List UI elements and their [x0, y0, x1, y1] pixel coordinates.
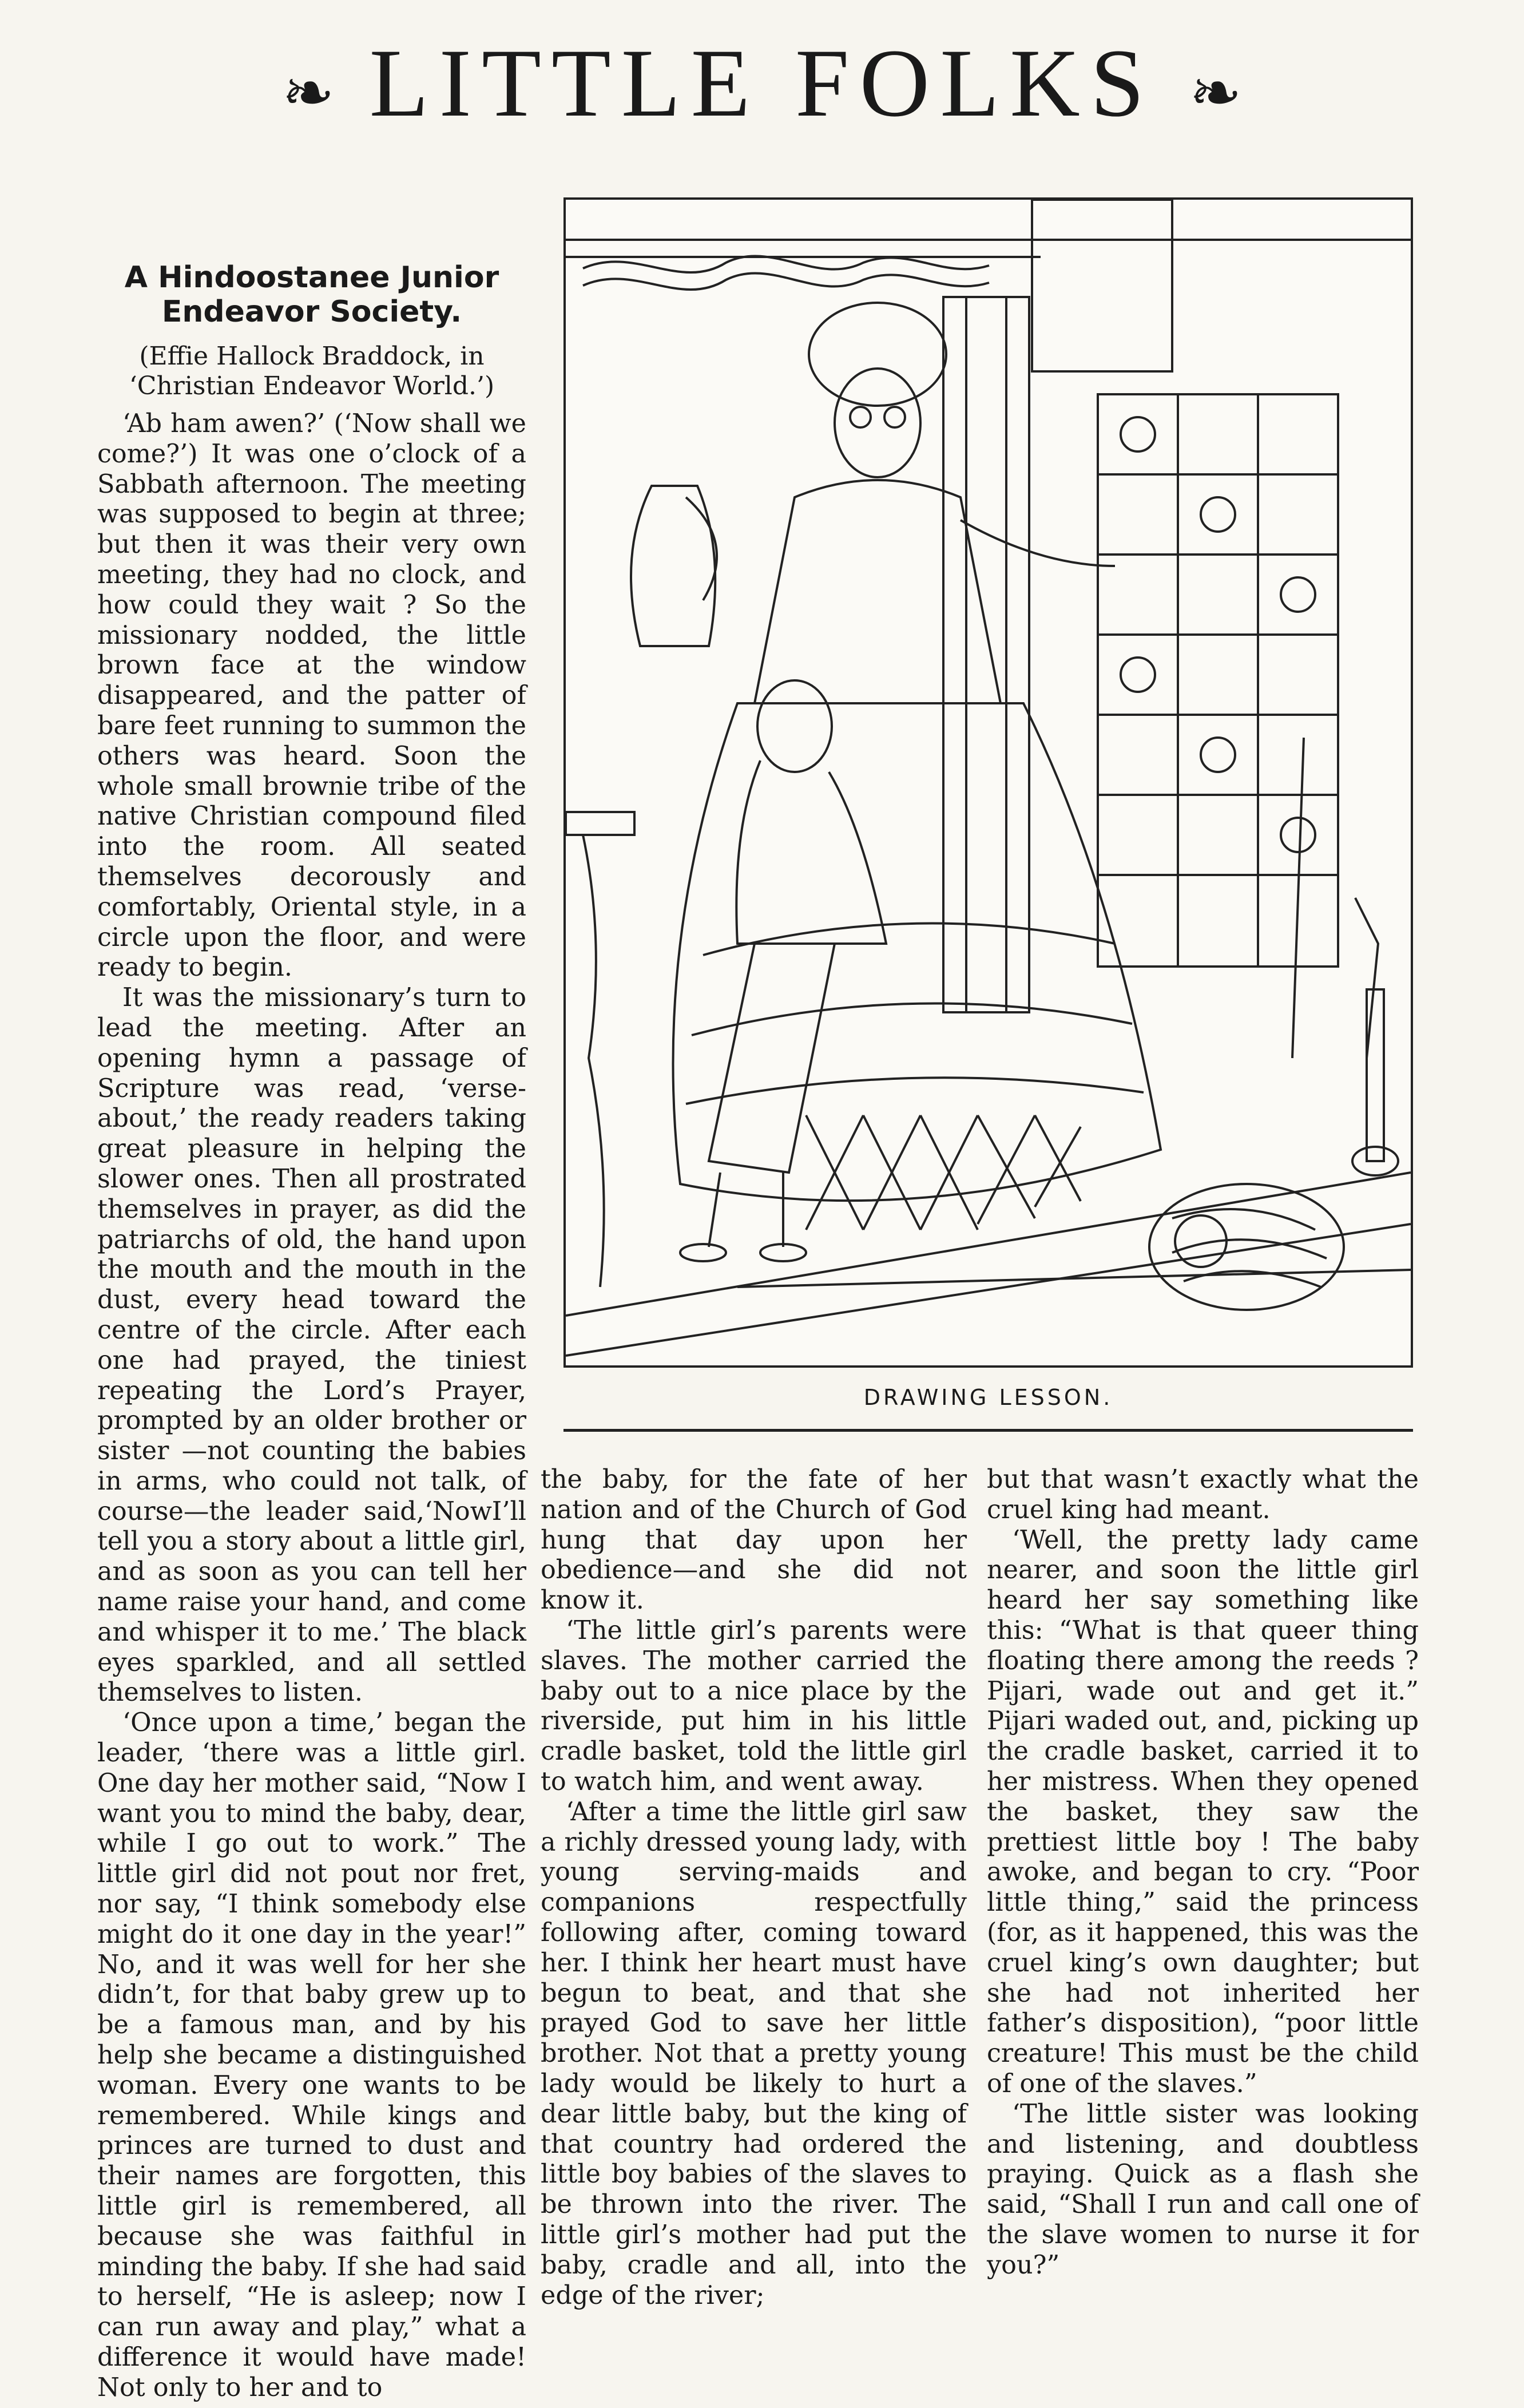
right-ornament-icon: ❧ [1189, 58, 1243, 128]
illustration-drawing-lesson [563, 197, 1413, 1368]
left-ornament-icon: ❧ [281, 58, 335, 128]
paragraph: ‘After a time the little girl saw a richly dressed young lady, with young serving-maids and companions respectfully following after, coming toward her. I think her heart must have begun to beat, and that she prayed God to save her little brother. Not that a pretty young lady would be likely to hurt a dear little baby, but the king of that country had ordered the little boy babies of the slaves to be thrown into the river. The little girl’s mother had put the baby, cradle and all, into the edge of the river; [541, 1797, 967, 2310]
engraving-image [566, 200, 1411, 1365]
column-3 [987, 1465, 1419, 2281]
column-1 [97, 260, 526, 2403]
column-2 [541, 1465, 967, 2311]
masthead [0, 29, 1524, 142]
paragraph: It was the missionary’s turn to lead the meeting. After an opening hymn a passage of Scripture was read, ‘verse-about,’ the ready readers taking great pleasure in helping the slower ones. Then all prostrated themselves in prayer, as did the patriarchs of old, the hand upon the mouth and the mouth in the dust, every head toward the centre of the circle. After each one had prayed, the tiniest repeating the Lord’s Prayer, prompted by an older brother or sister —not counting the babies in arms, who could not talk, of course—the leader said,‘NowI’ll tell you a story about a little girl, and as soon as you can tell her name raise your hand, and come and whisper it to me.’ The black eyes sparkled, and all settled themselves to listen. [97, 983, 526, 1708]
illustration-caption: DRAWING LESSON. [863, 1385, 1113, 1410]
paragraph: ‘The little girl’s parents were slaves. The mother carried the baby out to a nice place by the riverside, put him in his little cradle basket, told the little girl to watch him, and went away. [541, 1615, 967, 1796]
paragraph: ‘The little sister was looking and listening, and doubtless praying. Quick as a flash she said, “Shall I run and call one of the slave women to nurse it for you?” [987, 2099, 1419, 2280]
masthead-title: LITTLE FOLKS [369, 29, 1155, 137]
divider-rule [563, 1429, 1413, 1432]
paragraph: ‘Once upon a time,’ began the leader, ‘there was a little girl. One day her mother said, “Now I want you to mind the baby, dear, while I go out to work.” The little girl did not pout nor fret, nor say, “I think somebody else might do it one day in the year!” No, and it was well for her she didn’t, for that baby grew up to be a famous man, and by his help she became a distinguished woman. Every one wants to be remembered. While kings and princes are turned to dust and their names are forgotten, this little girl is remembered, all because she was faithful in minding the baby. If she had said to herself, “He is asleep; now I can run away and play,” what a difference it would have made! Not only to her and to [97, 1708, 526, 2402]
paragraph: ‘Ab ham awen?’ (‘Now shall we come?’) It was one o’clock of a Sabbath afternoon. The meeting was supposed to begin at three; but then it was their very own meeting, they had no clock, and how could they wait ? So the missionary nodded, the little brown face at the window disappeared, and the patter of bare feet running to summon the others was heard. Soon the whole small brownie tribe of the native Christian compound filed into the room. All seated themselves decorously and comfortably, Oriental style, in a circle upon the floor, and were ready to begin. [97, 409, 526, 983]
article-byline: (Effie Hallock Braddock, in ‘Christian Endeavor World.’) [129, 342, 495, 401]
paragraph: but that wasn’t exactly what the cruel king had meant. [987, 1465, 1419, 1524]
paragraph: ‘Well, the pretty lady came nearer, and soon the little girl heard her say something like this: “What is that queer thing floating there among the reeds ? Pijari, wade out and get it.” Pijari waded out, and, picking up the cradle basket, carried it to her mistress. When they opened the basket, they saw the prettiest little boy ! The baby awoke, and began to cry. “Poor little thing,” said the princess (for, as it happened, this was the cruel king’s own daughter; but she had not inherited her father’s disposition), “poor little creature! This must be the child of one of the slaves.” [987, 1525, 1419, 2098]
article-title: A Hindoostanee Junior Endeavor Society. [124, 260, 499, 329]
paragraph: the baby, for the fate of her nation and of the Church of God hung that day upon her obedience—and she did not know it. [541, 1465, 967, 1615]
